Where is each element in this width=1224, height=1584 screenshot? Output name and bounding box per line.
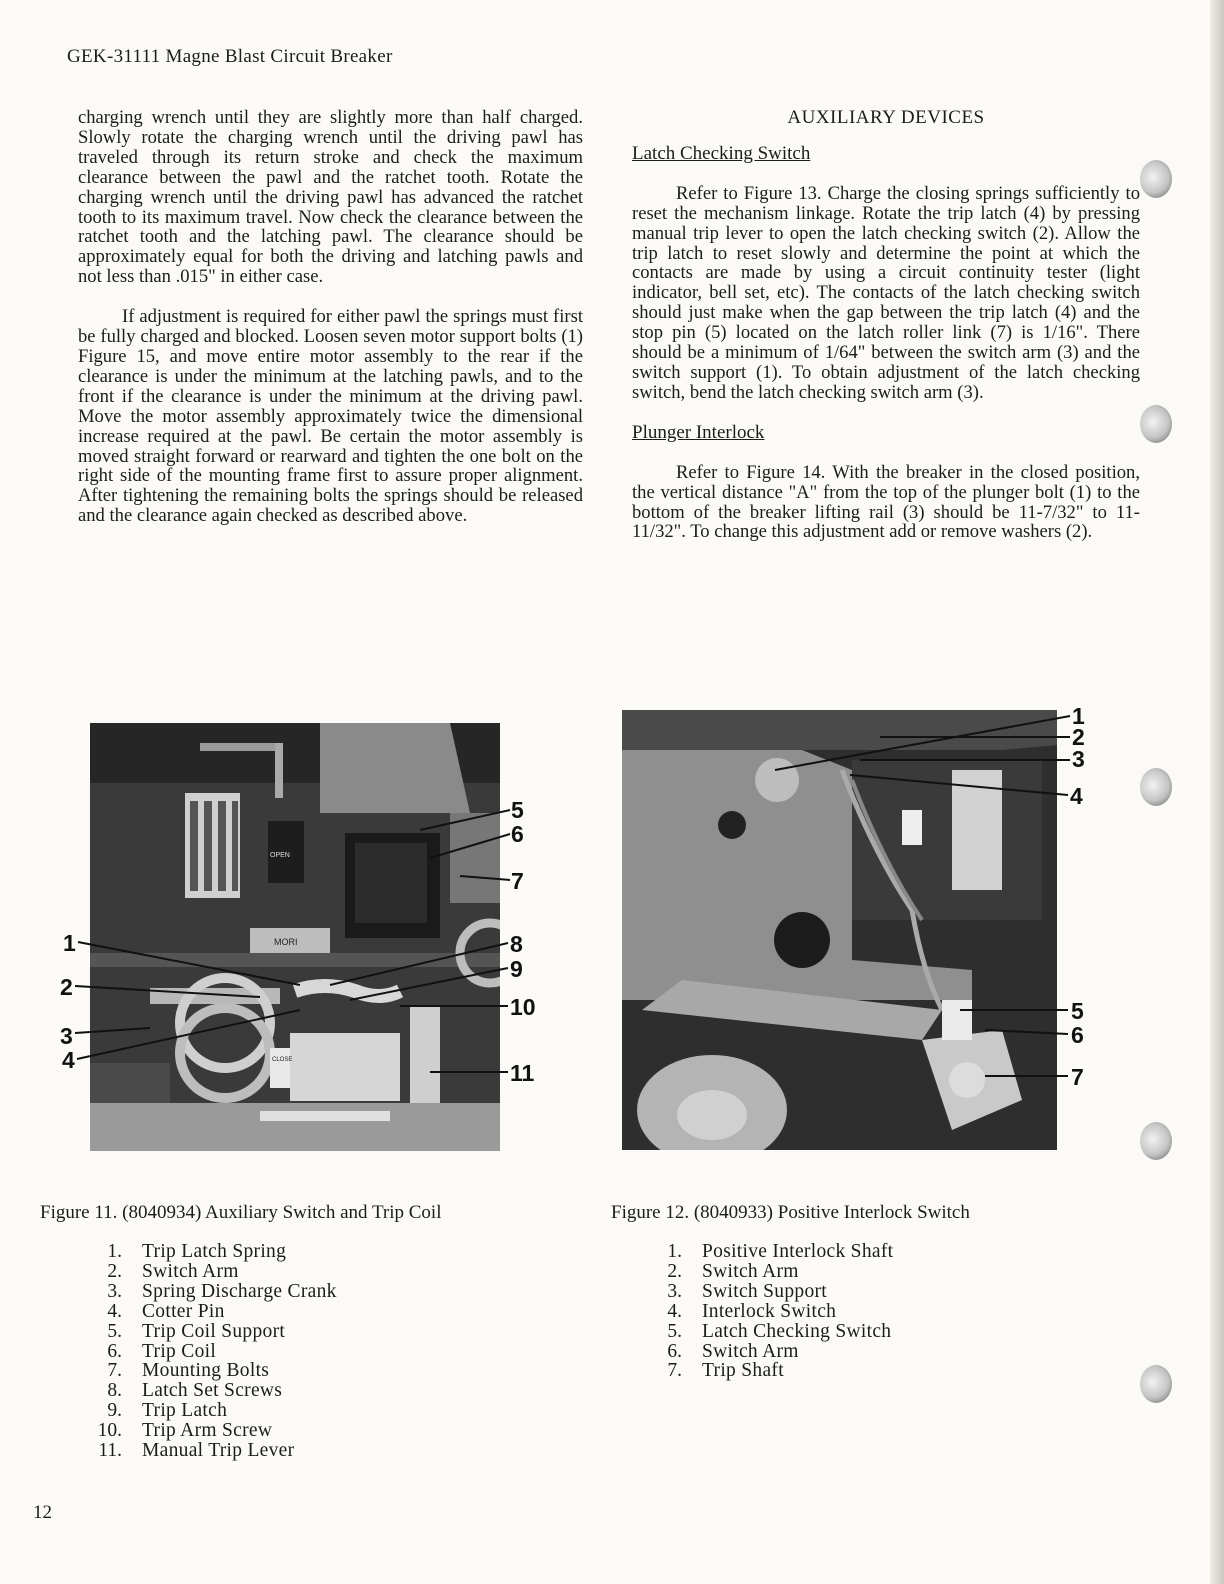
legend-item: 4. Cotter Pin: [107, 1300, 225, 1322]
fig12-callout-7: 7: [1071, 1064, 1084, 1090]
legend-item: 8. Latch Set Screws: [107, 1380, 283, 1402]
page-edge-shadow: [1210, 0, 1224, 1584]
legend-item: 7. Mounting Bolts: [107, 1360, 270, 1382]
fig11-callout-1: 1: [63, 930, 76, 956]
figure-11-caption: Figure 11. (8040934) Auxiliary Switch and Trip Coil: [40, 1202, 442, 1223]
left-paragraph-1: charging wrench until they are slightly more than half charged. Slowly rotate the charging wrench until the driving pawl has traveled through its return stroke and check the maximum clearance between the pawl and the ratchet tooth. Rotate the charging wrench until the driving pawl has advanced the ratchet tooth to its maximum travel. Now check the clearance between the ratchet tooth and the latching pawl. The clearance should be approximately equal for both the driving and latching pawls and not less than .015" in either case.: [78, 107, 583, 288]
fig12-callout-2: 2: [1072, 724, 1085, 750]
legend-item: 1. Positive Interlock Shaft: [667, 1241, 894, 1262]
close-label: CLOSE: [272, 1057, 293, 1063]
fig12-callout-5: 5: [1071, 998, 1084, 1024]
legend-item: 2. Switch Arm: [107, 1260, 239, 1282]
fig11-callout-5: 5: [511, 797, 524, 823]
fig11-callout-6: 6: [511, 821, 524, 847]
left-paragraph-2: If adjustment is required for either pawl the springs must first be fully charged and blocked. Loosen seven motor support bolts (1) Figure 15, and move entire motor assembly to the rear if the clearance is under the minimum at the latching pawls, and to the front if the clearance is under the minimum at the driving pawl. Move the motor assembly approximately twice the dimensional increase required at the pawl. Be certain the motor assembly is moved straight forward or rearward and tighten the one bolt on the right side of the mounting frame first to assure proper alignment. After tightening the remaining bolts the springs should be released and the clearance again checked as described above.: [78, 306, 583, 527]
fig12-callout-1: 1: [1072, 703, 1085, 729]
binder-hole-icon: [1140, 160, 1172, 198]
legend-item: 7. Trip Shaft: [667, 1360, 784, 1382]
fig11-callout-10: 10: [510, 994, 536, 1020]
open-label: OPEN: [270, 852, 290, 859]
right-paragraph-1: Refer to Figure 13. Charge the closing springs sufficiently to reset the mechanism linkage. Rotate the trip latch (4) by pressing manual trip lever to open the latch checking switch (2). Allow the trip latch to reset slowly and determine the point at which the contacts are made by using a circuit continuity tester (light indicator, bell set, etc). The contacts of the latch checking switch should just make when the gap between the trip latch (4) and the stop pin (5) located on the latch roller link (7) is 1/16". There should be a minimum of 1/64" between the switch arm (3) and the switch support (1). To obtain adjustment of the latch checking switch, bend the latch checking switch arm (3).: [632, 182, 1140, 403]
right-text-column: [632, 108, 1140, 542]
legend-item: 6. Trip Coil: [107, 1340, 217, 1362]
binder-hole-icon: [1140, 1365, 1172, 1403]
figure-12-caption: Figure 12. (8040933) Positive Interlock Switch: [611, 1202, 970, 1223]
subheading-latch-checking-switch: Latch Checking Switch: [632, 142, 811, 164]
fig12-callout-4: 4: [1070, 783, 1083, 809]
legend-item: 6. Switch Arm: [667, 1340, 799, 1362]
legend-item: 10. Trip Arm Screw: [97, 1420, 273, 1442]
fig11-callout-8: 8: [510, 931, 523, 957]
section-title: AUXILIARY DEVICES: [787, 107, 985, 128]
legend-item: 9. Trip Latch: [107, 1400, 228, 1422]
left-text-column: [78, 108, 583, 526]
figure-12-photo: [622, 710, 1057, 1150]
legend-item: 1. Trip Latch Spring: [107, 1241, 287, 1262]
fig11-callout-9: 9: [510, 956, 523, 982]
subheading-plunger-interlock: Plunger Interlock: [632, 421, 765, 443]
fig11-callout-11: 11: [510, 1060, 535, 1086]
fig11-callout-7: 7: [511, 868, 524, 894]
page-number: 12: [33, 1502, 52, 1523]
legend-item: 5. Latch Checking Switch: [667, 1320, 892, 1342]
legend-item: 3. Spring Discharge Crank: [107, 1280, 337, 1302]
legend-item: 4. Interlock Switch: [667, 1300, 837, 1322]
fig11-callout-3: 3: [60, 1023, 73, 1049]
fig12-callout-6: 6: [1071, 1022, 1084, 1048]
binder-hole-icon: [1140, 768, 1172, 806]
legend-item: 3. Switch Support: [667, 1280, 827, 1302]
figure-11-legend: [72, 1242, 337, 1461]
page-header: GEK-31111 Magne Blast Circuit Breaker: [67, 46, 393, 67]
mori-label: MORI: [274, 937, 298, 947]
binder-hole-icon: [1140, 1122, 1172, 1160]
figure-12-legend: [632, 1242, 893, 1381]
fig11-callout-4: 4: [62, 1047, 75, 1073]
fig11-callout-2: 2: [60, 974, 73, 1000]
binder-hole-icon: [1140, 405, 1172, 443]
legend-item: 2. Switch Arm: [667, 1260, 799, 1282]
figure-11-photo: [90, 723, 500, 1151]
right-paragraph-2: Refer to Figure 14. With the breaker in the closed position, the vertical distance "A" from the top of the plunger bolt (1) to the bottom of the breaker lifting rail (3) should be 11-7/32" to 11-11/32". To change this adjustment add or remove washers (2).: [632, 461, 1140, 543]
fig12-callout-3: 3: [1072, 746, 1085, 772]
legend-item: 11. Manual Trip Lever: [98, 1440, 295, 1462]
legend-item: 5. Trip Coil Support: [107, 1320, 286, 1342]
